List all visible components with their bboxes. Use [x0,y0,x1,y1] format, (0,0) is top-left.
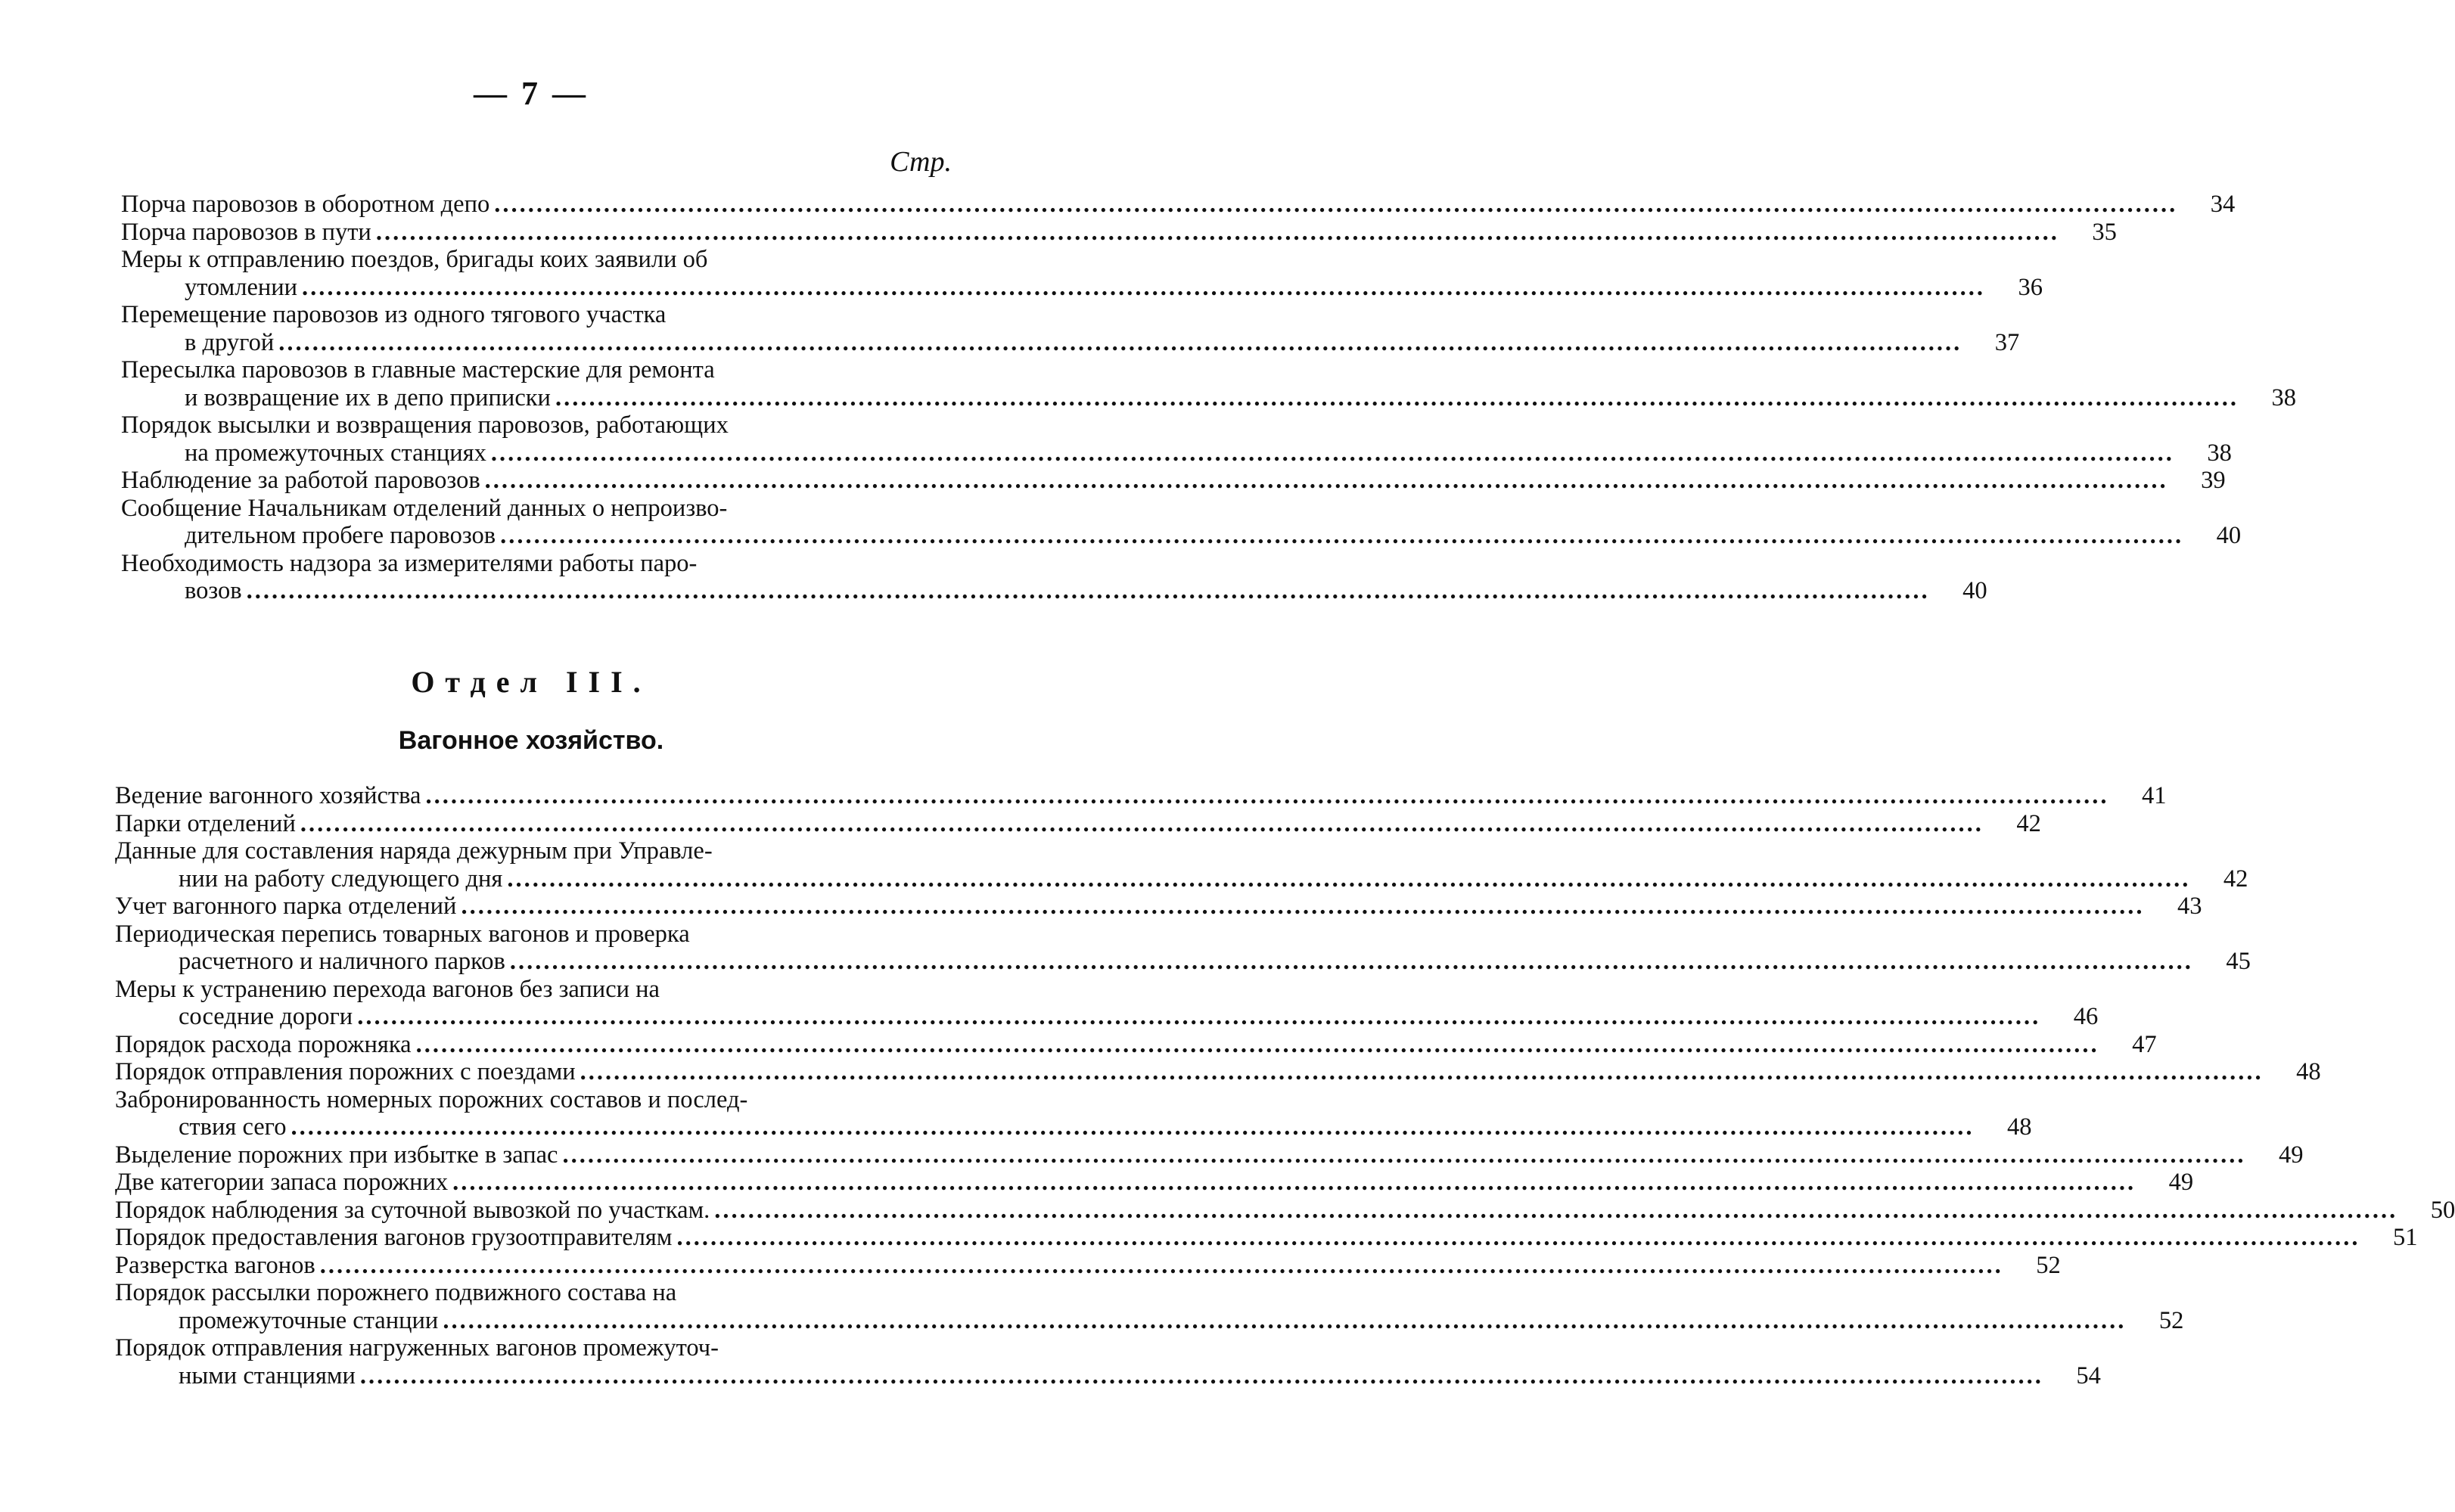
dot-leader: ........................................................................................................................................................................................................ [562,1141,2246,1169]
dot-leader: ........................................................................................................................................................................................................ [494,191,2178,218]
dot-leader: ........................................................................................................................................................................................................ [415,1030,2099,1058]
toc-entry [115,1058,2321,1086]
toc-entry-page: 41 [2141,782,2167,809]
toc-entry-text: промежуточные станции [179,1306,439,1334]
dot-leader: ........................................................................................................................................................................................................ [555,383,2239,411]
toc-entry-text: дительном пробеге паровозов [185,522,496,549]
dot-leader: ........................................................................................................................................................................................................ [357,1003,2041,1030]
toc-entry-text: утомлении [185,273,298,301]
page-column-label: Стр. [890,146,952,178]
dot-leader: ........................................................................................................................................................................................................ [507,865,2191,893]
toc-entry-page: 45 [2226,948,2251,975]
toc-entry [121,301,2020,356]
toc-entry [115,1085,2032,1141]
toc-entry [121,549,1987,605]
dot-leader: ........................................................................................................................................................................................................ [490,439,2174,467]
toc-list-part1 [121,191,2296,605]
toc-entry [121,494,2242,550]
toc-entry-text: Учет вагонного парка отделений [115,893,457,920]
toc-entry-page: 37 [1994,328,2020,356]
toc-entry-text: Порядок высылки и возвращения паровозов, работающих [121,411,729,439]
dot-leader: ........................................................................................................................................................................................................ [714,1196,2398,1224]
toc-entry [121,356,2296,411]
toc-entry-page: 46 [2073,1003,2099,1030]
toc-entry-text: Сообщение Начальникам отделений данных о непроизво- [121,494,728,522]
toc-entry-page: 51 [2392,1224,2418,1251]
toc-entry-page: 52 [2158,1306,2184,1334]
section-subtitle: Вагонное хозяйство. [398,726,664,755]
toc-entry [121,191,2236,219]
toc-entry-text: Порядок наблюдения за суточной вывозкой по участкам. [115,1196,710,1224]
toc-entry-page: 42 [2223,865,2248,893]
toc-entry-text: Перемещение паровозов из одного тягового участка [121,301,667,328]
toc-entry [115,809,2041,838]
toc-entry-page: 36 [2018,273,2043,301]
toc-entry-text: Выделение порожних при избытке в запас [115,1141,558,1169]
toc-entry [115,837,2248,893]
toc-entry [115,1334,2101,1389]
dot-leader: ........................................................................................................................................................................................................ [443,1306,2127,1334]
toc-entry-page: 49 [2278,1141,2304,1169]
dot-leader: ........................................................................................................................................................................................................ [452,1169,2136,1196]
toc-entry-text: Порядок отправления нагруженных вагонов промежуточ- [115,1334,719,1361]
toc-entry-page: 40 [2216,522,2242,549]
toc-entry-text: расчетного и наличного парков [179,948,505,975]
toc-entry-text: Порядок отправления порожних с поездами [115,1058,576,1085]
toc-entry-text: возов [185,577,242,604]
dot-leader: ........................................................................................................................................................................................................ [359,1361,2043,1389]
toc-entry [121,218,2117,247]
toc-entry-page: 34 [2210,191,2236,218]
toc-entry-page: 39 [2201,467,2226,494]
toc-entry [115,893,2202,921]
toc-entry-page: 47 [2132,1030,2157,1058]
toc-entry [115,1224,2418,1252]
toc-entry-page: 50 [2430,1196,2455,1224]
toc-entry-text: и возвращение их в депо приписки [185,383,551,411]
toc-entry-text: Порча паровозов в оборотном депо [121,191,490,218]
toc-entry-text: в другой [185,328,275,356]
toc-entry-text: Разверстка вагонов [115,1251,315,1279]
dot-leader: ........................................................................................................................................................................................................ [500,522,2184,549]
toc-entry-text: нии на работу следующего дня [179,865,503,893]
toc-entry-text: Наблюдение за работой паровозов [121,467,480,494]
toc-entry [121,246,2043,301]
toc-entry [115,920,2251,976]
toc-entry-text: Периодическая перепись товарных вагонов и проверка [115,920,690,948]
toc-entry-text: соседние дороги [179,1003,353,1030]
toc-entry-page: 49 [2168,1169,2194,1196]
dot-leader: ........................................................................................................................................................................................................ [461,893,2145,920]
toc-entry-text: Необходимость надзора за измерителями работы паро- [121,549,698,577]
toc-entry-page: 38 [2207,439,2232,467]
toc-entry-text: Пересылка паровозов в главные мастерские для ремонта [121,356,715,383]
toc-entry [115,1279,2184,1334]
page-number: — 7 — [474,75,589,112]
toc-entry [115,1169,2194,1197]
toc-entry-text: Данные для составления наряда дежурным при Управле- [115,837,713,865]
toc-list-part2 [115,782,2455,1389]
dot-leader: ........................................................................................................................................................................................................ [509,948,2193,975]
toc-entry-page: 35 [2092,218,2117,246]
toc-entry [115,1251,2061,1280]
dot-leader: ........................................................................................................................................................................................................ [580,1058,2264,1085]
toc-entry-page: 43 [2177,893,2202,920]
dot-leader: ........................................................................................................................................................................................................ [246,577,1930,604]
toc-entry-page: 52 [2036,1251,2061,1279]
toc-entry-text: Парки отделений [115,809,296,837]
dot-leader: ........................................................................................................................................................................................................ [291,1113,1975,1141]
toc-entry-text: Порядок предоставления вагонов грузоотправителям [115,1224,673,1251]
toc-entry-text: Меры к устранению перехода вагонов без записи на [115,975,660,1003]
toc-entry [121,467,2226,495]
toc-entry-page: 38 [2271,383,2296,411]
toc-entry [115,1030,2157,1059]
toc-entry-text: Меры к отправлению поездов, бригады коих заявили об [121,246,708,273]
section-heading: Отдел III. [411,665,651,699]
toc-entry-text: Забронированность номерных порожних составов и послед- [115,1085,748,1113]
toc-entry-page: 42 [2016,809,2041,837]
toc-entry [121,411,2232,467]
dot-leader: ........................................................................................................................................................................................................ [302,273,1986,301]
toc-entry-text: на промежуточных станциях [185,439,486,467]
dot-leader: ........................................................................................................................................................................................................ [300,809,1984,837]
toc-entry [115,1196,2455,1225]
toc-entry-text: ствия сего [179,1113,287,1141]
toc-entry [115,1141,2304,1169]
toc-entry-text: Ведение вагонного хозяйства [115,782,421,809]
dot-leader: ........................................................................................................................................................................................................ [676,1224,2360,1251]
toc-entry-page: 40 [1962,577,1987,604]
dot-leader: ........................................................................................................................................................................................................ [425,782,2109,809]
toc-entry-page: 48 [2006,1113,2032,1141]
toc-entry-text: ными станциями [179,1361,356,1389]
toc-entry-page: 54 [2076,1361,2101,1389]
dot-leader: ........................................................................................................................................................................................................ [278,328,1962,356]
toc-entry-page: 48 [2296,1058,2321,1085]
dot-leader: ........................................................................................................................................................................................................ [319,1251,2003,1279]
toc-entry [115,975,2099,1031]
toc-entry-text: Порядок рассылки порожнего подвижного состава на [115,1279,677,1306]
toc-entry-text: Порча паровозов в пути [121,218,371,246]
toc-entry [115,782,2167,810]
dot-leader: ........................................................................................................................................................................................................ [375,218,2059,246]
toc-entry-text: Две категории запаса порожних [115,1169,449,1196]
toc-entry-text: Порядок расхода порожняка [115,1030,412,1058]
dot-leader: ........................................................................................................................................................................................................ [484,467,2168,494]
